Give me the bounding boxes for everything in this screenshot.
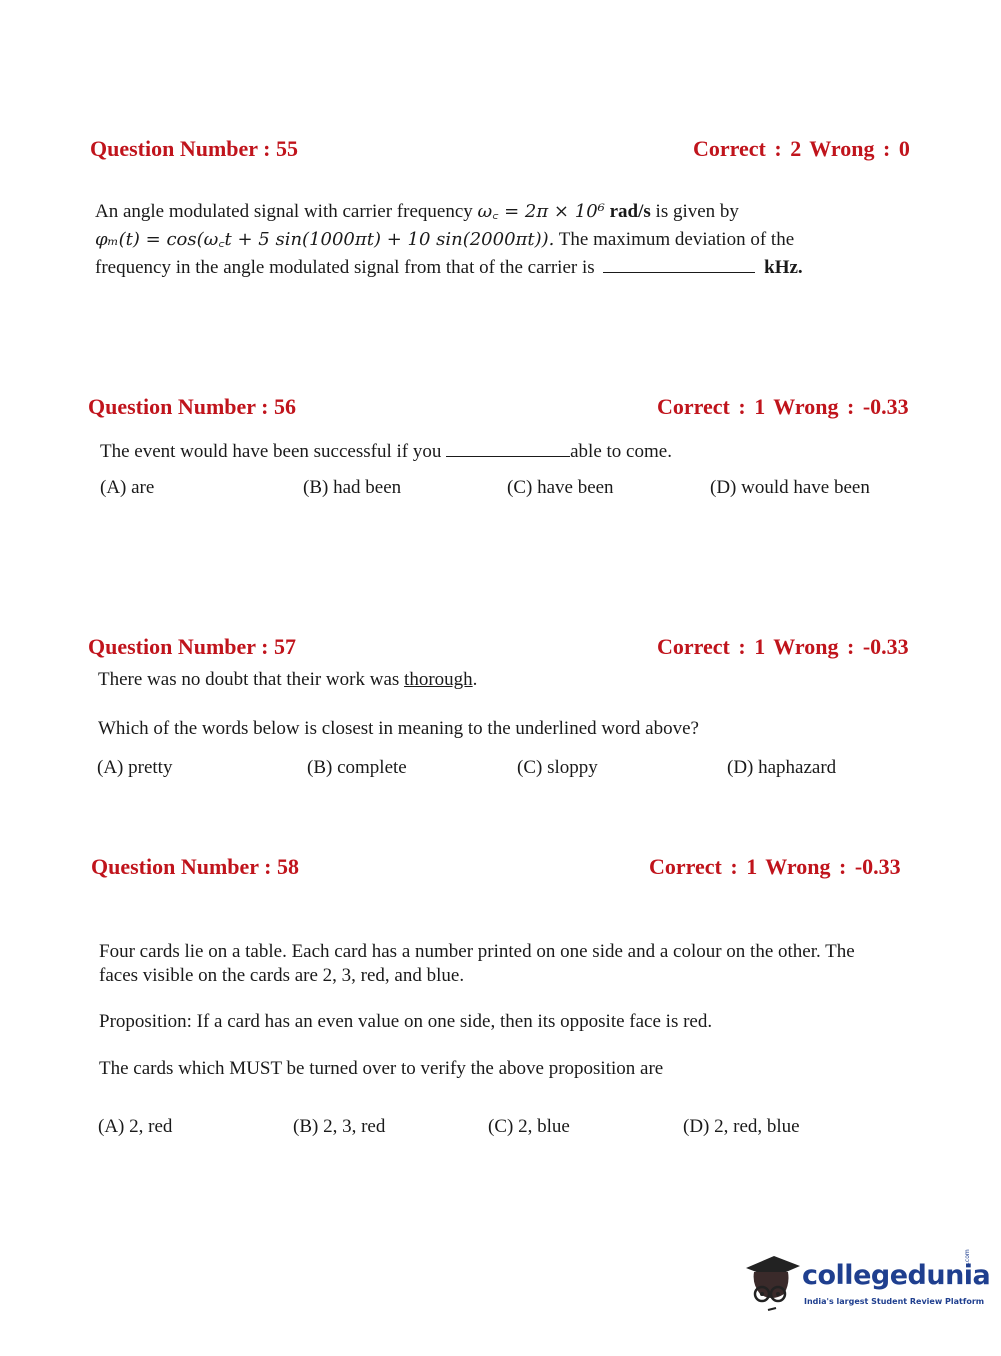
q55-carrier-formula: ω꜀ = 2π × 10⁶: [477, 201, 605, 222]
q58-para-line1: Four cards lie on a table. Each card has a number printed on one side and a colour on the other. The: [99, 941, 855, 962]
q56-header: Question Number : 56: [88, 394, 296, 419]
q58-para-line2: faces visible on the cards are 2, 3, red, and blue.: [99, 965, 465, 986]
q57-stem: [98, 666, 477, 693]
q56-option-a: (A) are: [100, 477, 155, 498]
q56-option-b: (B) had been: [303, 477, 402, 498]
q57-underlined-word: thorough: [404, 669, 473, 690]
q55-units: rad/s: [609, 201, 651, 222]
q55-line2-end: The maximum deviation of the: [558, 229, 795, 250]
q56-marks: Correct : 1 Wrong : -0.33: [657, 394, 909, 419]
q55-answer-blank: [603, 271, 755, 273]
q58-proposition: Proposition: If a card has an even value on one side, then its opposite face is red.: [99, 1011, 713, 1032]
q56-stem-end: able to come.: [570, 441, 672, 462]
q58-question: The cards which MUST be turned over to verify the above proposition are: [99, 1058, 664, 1079]
logo-tagline: India's largest Student Review Platform: [804, 1297, 985, 1306]
q58-option-b: (B) 2, 3, red: [293, 1116, 386, 1137]
q55-line2: [95, 226, 794, 253]
q57-marks: Correct : 1 Wrong : -0.33: [657, 634, 909, 659]
q56-stem-text: The event would have been successful if you: [100, 441, 442, 462]
q58-option-d: (D) 2, red, blue: [683, 1116, 800, 1137]
q55-header: Question Number : 55: [90, 136, 298, 161]
q57-header: Question Number : 57: [88, 634, 296, 659]
q55-line1: [95, 198, 739, 225]
q58-marks: Correct : 1 Wrong : -0.33: [649, 854, 901, 879]
q58-header: Question Number : 58: [91, 854, 299, 879]
q57-stem-text: There was no doubt that their work was: [98, 669, 400, 690]
q56-stem: [100, 438, 672, 465]
collegedunia-logo: [742, 1249, 991, 1322]
q57-option-c: (C) sloppy: [517, 757, 598, 778]
q57-prompt: Which of the words below is closest in meaning to the underlined word above?: [98, 718, 699, 739]
q55-signal-formula: φₘ(t) = cos(ω꜀t + 5 sin(1000πt) + 10 sin(2000πt)).: [95, 229, 555, 250]
q57-option-b: (B) complete: [307, 757, 407, 778]
q56-blank: [446, 455, 570, 457]
q58-option-c: (C) 2, blue: [488, 1116, 570, 1137]
q55-marks: Correct : 2 Wrong : 0: [693, 136, 910, 161]
q57-stem-end: .: [472, 669, 478, 690]
q55-line1-end: is given by: [655, 201, 739, 222]
logo-name: collegedunia: [802, 1260, 991, 1291]
q55-line3-text: frequency in the angle modulated signal from that of the carrier is: [95, 257, 595, 278]
q56-option-d: (D) would have been: [710, 477, 870, 498]
q55-line3: [95, 254, 803, 281]
mascot-icon: [742, 1250, 802, 1316]
q55-line1-text: An angle modulated signal with carrier frequency: [95, 201, 473, 222]
q57-option-d: (D) haphazard: [727, 757, 837, 778]
q55-answer-unit: kHz.: [764, 257, 803, 278]
q58-option-a: (A) 2, red: [98, 1116, 173, 1137]
logo-suffix: .com: [964, 1249, 971, 1264]
q56-option-c: (C) have been: [507, 477, 614, 498]
q57-option-a: (A) pretty: [97, 757, 173, 778]
